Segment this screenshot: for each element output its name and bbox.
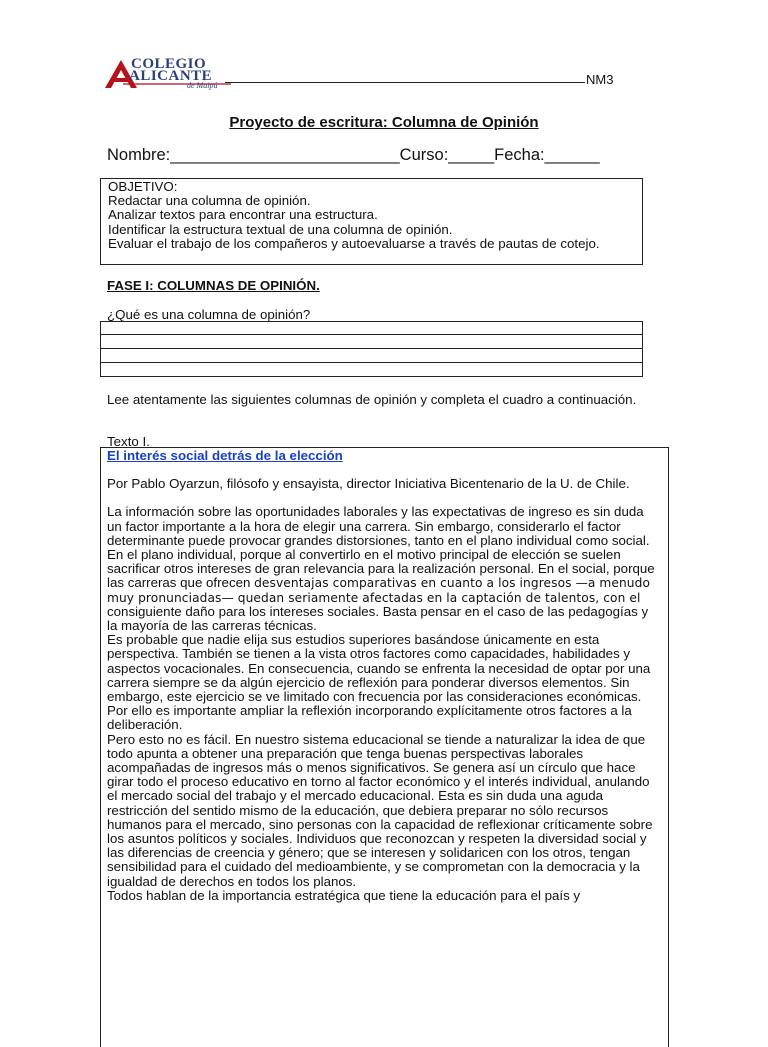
answer-line[interactable] xyxy=(100,335,643,349)
intro-text: Lee atentamente las siguientes columnas de opinión y completa el cuadro a continuación. xyxy=(107,392,637,407)
logo-text-maipu: de Maipú xyxy=(187,81,218,90)
answer-line[interactable] xyxy=(100,363,643,377)
texto-label: Texto I. xyxy=(107,434,150,449)
article-paragraph-part: consiguiente daño para los intereses sociales. Basta pensar en el caso de las pedagogías y la mayoría de las carreras técnicas. xyxy=(107,603,649,634)
answer-line[interactable] xyxy=(100,349,643,363)
question-text: ¿Qué es una columna de opinión? xyxy=(107,307,311,322)
objetivo-item: Analizar textos para encontrar una estructura. xyxy=(108,207,378,223)
level-label: NM3 xyxy=(586,72,614,87)
article-author: Por Pablo Oyarzun, filósofo y ensayista, director Iniciativa Bicentenario de la U. de Chile. xyxy=(107,476,630,492)
answer-line[interactable] xyxy=(100,321,643,335)
article-paragraph: Es probable que nadie elija sus estudios superiores basándose únicamente en esta perspectiva. También se tienen a la vista otros factores como capacidades, habilidades y aspectos vocacionales. En consecuencia, cuando se enfrenta la necesidad de optar por una carrera siempre se da algún ejercicio de reflexión para ponderar diversos elementos. Sin embargo, este ejercicio se ve limitado con frecuencia por las consideraciones económicas. Por ello es importante ampliar la reflexión incorporando explícitamente otros factores a la deliberación. xyxy=(107,632,651,733)
objetivo-item: Identificar la estructura textual de una columna de opinión. xyxy=(108,221,453,237)
article-paragraph-part: desventajas comparativas en cuanto a los ingresos —a menudo muy pronunciadas— quedan seriamente afectadas en la captación de talentos, con el xyxy=(107,576,651,605)
logo-text-colegio: COLEGIO xyxy=(131,56,207,72)
article-paragraph-part: La información sobre las oportunidades laborales y las expectativas de ingreso es sin duda un factor importante a la hora de elegir una carrera. Sin embargo, considerarlo el factor determinante puede provocar grandes distorsiones, tanto en el plano individual como social. En el plano individual, porque al convertirlo en el motivo principal de elección se suelen sacrificar otros intereses de gran relevancia para la realización personal. En el social, porque las carreras que ofrecen xyxy=(107,504,655,591)
page-title: Proyecto de escritura: Columna de Opinión xyxy=(229,114,539,131)
objetivo-box xyxy=(100,178,643,265)
article-paragraph: Todos hablan de la importancia estratégica que tiene la educación para el país y xyxy=(107,887,581,903)
header-rule xyxy=(225,82,585,83)
student-fields[interactable]: Nombre:_________________________Curso:_____Fecha:______ xyxy=(107,146,600,164)
objetivo-item: Redactar una columna de opinión. xyxy=(108,193,311,209)
article-paragraph: Pero esto no es fácil. En nuestro sistema educacional se tiende a naturalizar la idea de que todo apunta a obtener una preparación que tenga buenas perspectivas laborales acompañadas de ingresos más o menos significativos. Se genera así un círculo que hace girar todo el proceso educativo en torno al factor económico y el interés individual, anulando el mercado social del trabajo y el mercado educacional. Esta es sin duda una aguda restricción del sentido mismo de la educación, que debiera preparar no sólo recursos humanos para el mercado, sino personas con la capacidad de reflexionar críticamente sobre los asuntos políticos y sociales. Individuos que reconozcan y respeten la diversidad social y las diferencias de creencia y género; que se interesen y solidaricen con los otros, tengan sensibilidad para el cuidado del medioambiente, y se comprometan con la democracia y la igualdad de derechos en todos los planos. xyxy=(107,731,653,889)
logo-text-alicante: ALICANTE xyxy=(129,68,213,84)
article-paragraph xyxy=(107,505,662,633)
article-title-link[interactable]: El interés social detrás de la elección xyxy=(107,448,343,463)
objetivo-item: Evaluar el trabajo de los compañeros y autoevaluarse a través de pautas de cotejo. xyxy=(108,235,600,251)
article-box xyxy=(100,447,669,1047)
school-logo xyxy=(103,54,233,94)
objetivo-heading: OBJETIVO: xyxy=(108,179,178,194)
answer-area[interactable] xyxy=(100,321,643,379)
fase-heading: FASE I: COLUMNAS DE OPINIÓN. xyxy=(107,278,320,293)
